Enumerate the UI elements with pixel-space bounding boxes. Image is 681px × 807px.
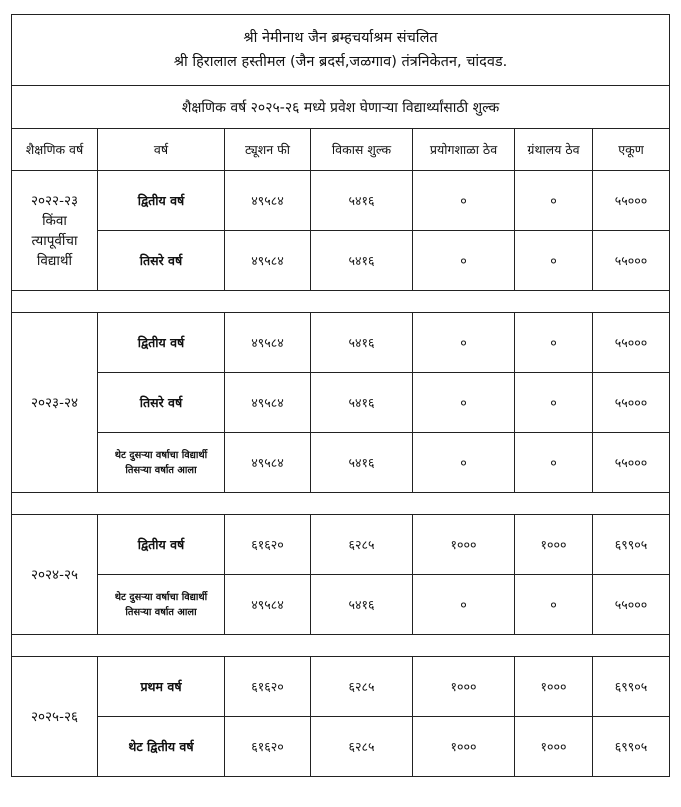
class-cell: थेट द्वितीय वर्ष — [98, 717, 225, 777]
development-fee-cell: ५४१६ — [311, 373, 413, 433]
col-header-lab-deposit: प्रयोगशाळा ठेव — [413, 129, 515, 171]
column-header-row — [12, 129, 670, 171]
total-fee-cell: ५५००० — [593, 373, 670, 433]
total-fee-cell: ६९९०५ — [593, 717, 670, 777]
col-header-library-deposit: ग्रंथालय ठेव — [515, 129, 593, 171]
tuition-fee-cell: ४९५८४ — [225, 231, 311, 291]
class-line: थेट दुसऱ्या वर्षाचा विद्यार्थी — [114, 449, 208, 461]
academic-year-cell — [12, 313, 98, 493]
table-row — [12, 575, 670, 635]
fee-structure-sheet — [11, 14, 670, 777]
lab-deposit-cell: १००० — [413, 515, 515, 575]
development-fee-cell: ६२८५ — [311, 717, 413, 777]
group-separator-row — [12, 493, 670, 515]
library-deposit-cell: १००० — [515, 515, 593, 575]
table-subtitle: शैक्षणिक वर्ष २०२५-२६ मध्ये प्रवेश घेणाऱ्या विद्यार्थ्यांसाठी शुल्क — [12, 86, 670, 129]
institution-line-2: श्री हिरालाल हस्तीमल (जैन ब्रदर्स,जळगाव) तंत्रनिकेतन, चांदवड. — [173, 54, 508, 70]
table-row — [12, 657, 670, 717]
total-fee-cell: ६९९०५ — [593, 657, 670, 717]
class-cell: द्वितीय वर्ष — [98, 313, 225, 373]
lab-deposit-cell: १००० — [413, 717, 515, 777]
academic-year-line: २०२५-२६ — [31, 708, 78, 725]
library-deposit-cell: ० — [515, 171, 593, 231]
academic-year-line: विद्यार्थी — [36, 252, 73, 269]
lab-deposit-cell: ० — [413, 231, 515, 291]
development-fee-cell: ५४१६ — [311, 575, 413, 635]
library-deposit-cell: ० — [515, 575, 593, 635]
class-line: थेट दुसऱ्या वर्षाचा विद्यार्थी — [114, 591, 208, 603]
library-deposit-cell: ० — [515, 231, 593, 291]
total-fee-cell: ५५००० — [593, 433, 670, 493]
separator-cell — [12, 493, 670, 515]
col-header-development: विकास शुल्क — [311, 129, 413, 171]
development-fee-cell: ५४१६ — [311, 313, 413, 373]
class-cell: प्रथम वर्ष — [98, 657, 225, 717]
fee-table — [11, 14, 670, 777]
institution-header — [12, 15, 670, 86]
total-fee-cell: ५५००० — [593, 313, 670, 373]
fee-groups — [12, 171, 670, 777]
tuition-fee-cell: ४९५८४ — [225, 171, 311, 231]
col-header-total: एकूण — [593, 129, 670, 171]
lab-deposit-cell: १००० — [413, 657, 515, 717]
class-cell: द्वितीय वर्ष — [98, 171, 225, 231]
total-fee-cell: ६९९०५ — [593, 515, 670, 575]
table-row — [12, 313, 670, 373]
class-line: तिसऱ्या वर्षात आला — [125, 464, 197, 476]
tuition-fee-cell: ६१६२० — [225, 657, 311, 717]
library-deposit-cell: ० — [515, 373, 593, 433]
class-cell: तिसरे वर्ष — [98, 373, 225, 433]
lab-deposit-cell: ० — [413, 313, 515, 373]
group-separator-row — [12, 635, 670, 657]
academic-year-line: त्यापूर्वीचा — [31, 232, 78, 249]
development-fee-cell: ५४१६ — [311, 171, 413, 231]
total-fee-cell: ५५००० — [593, 231, 670, 291]
academic-year-cell — [12, 171, 98, 291]
class-cell — [98, 433, 225, 493]
col-header-year: वर्ष — [98, 129, 225, 171]
development-fee-cell: ६२८५ — [311, 657, 413, 717]
tuition-fee-cell: ६१६२० — [225, 515, 311, 575]
academic-year-cell — [12, 515, 98, 635]
tuition-fee-cell: ४९५८४ — [225, 575, 311, 635]
col-header-academic-year: शैक्षणिक वर्ष — [12, 129, 98, 171]
col-header-tuition: ट्यूशन फी — [225, 129, 311, 171]
tuition-fee-cell: ४९५८४ — [225, 433, 311, 493]
total-fee-cell: ५५००० — [593, 575, 670, 635]
separator-cell — [12, 635, 670, 657]
development-fee-cell: ५४१६ — [311, 433, 413, 493]
class-cell — [98, 575, 225, 635]
lab-deposit-cell: ० — [413, 433, 515, 493]
class-line: तिसऱ्या वर्षात आला — [125, 606, 197, 618]
library-deposit-cell: १००० — [515, 657, 593, 717]
tuition-fee-cell: ६१६२० — [225, 717, 311, 777]
lab-deposit-cell: ० — [413, 575, 515, 635]
development-fee-cell: ५४१६ — [311, 231, 413, 291]
library-deposit-cell: १००० — [515, 717, 593, 777]
table-row — [12, 717, 670, 777]
library-deposit-cell: ० — [515, 313, 593, 373]
table-row — [12, 171, 670, 231]
lab-deposit-cell: ० — [413, 373, 515, 433]
academic-year-line: २०२३-२४ — [31, 394, 78, 411]
tuition-fee-cell: ४९५८४ — [225, 313, 311, 373]
class-cell: द्वितीय वर्ष — [98, 515, 225, 575]
institution-line-1: श्री नेमीनाथ जैन ब्रम्हचर्याश्रम संचलित — [243, 30, 438, 46]
academic-year-line: किंवा — [42, 212, 67, 229]
class-cell: तिसरे वर्ष — [98, 231, 225, 291]
table-row — [12, 515, 670, 575]
table-row — [12, 433, 670, 493]
library-deposit-cell: ० — [515, 433, 593, 493]
separator-cell — [12, 291, 670, 313]
total-fee-cell: ५५००० — [593, 171, 670, 231]
group-separator-row — [12, 291, 670, 313]
lab-deposit-cell: ० — [413, 171, 515, 231]
table-row — [12, 231, 670, 291]
table-row — [12, 373, 670, 433]
academic-year-line: २०२४-२५ — [31, 566, 78, 583]
tuition-fee-cell: ४९५८४ — [225, 373, 311, 433]
academic-year-cell — [12, 657, 98, 777]
academic-year-line: २०२२-२३ — [31, 192, 78, 209]
development-fee-cell: ६२८५ — [311, 515, 413, 575]
